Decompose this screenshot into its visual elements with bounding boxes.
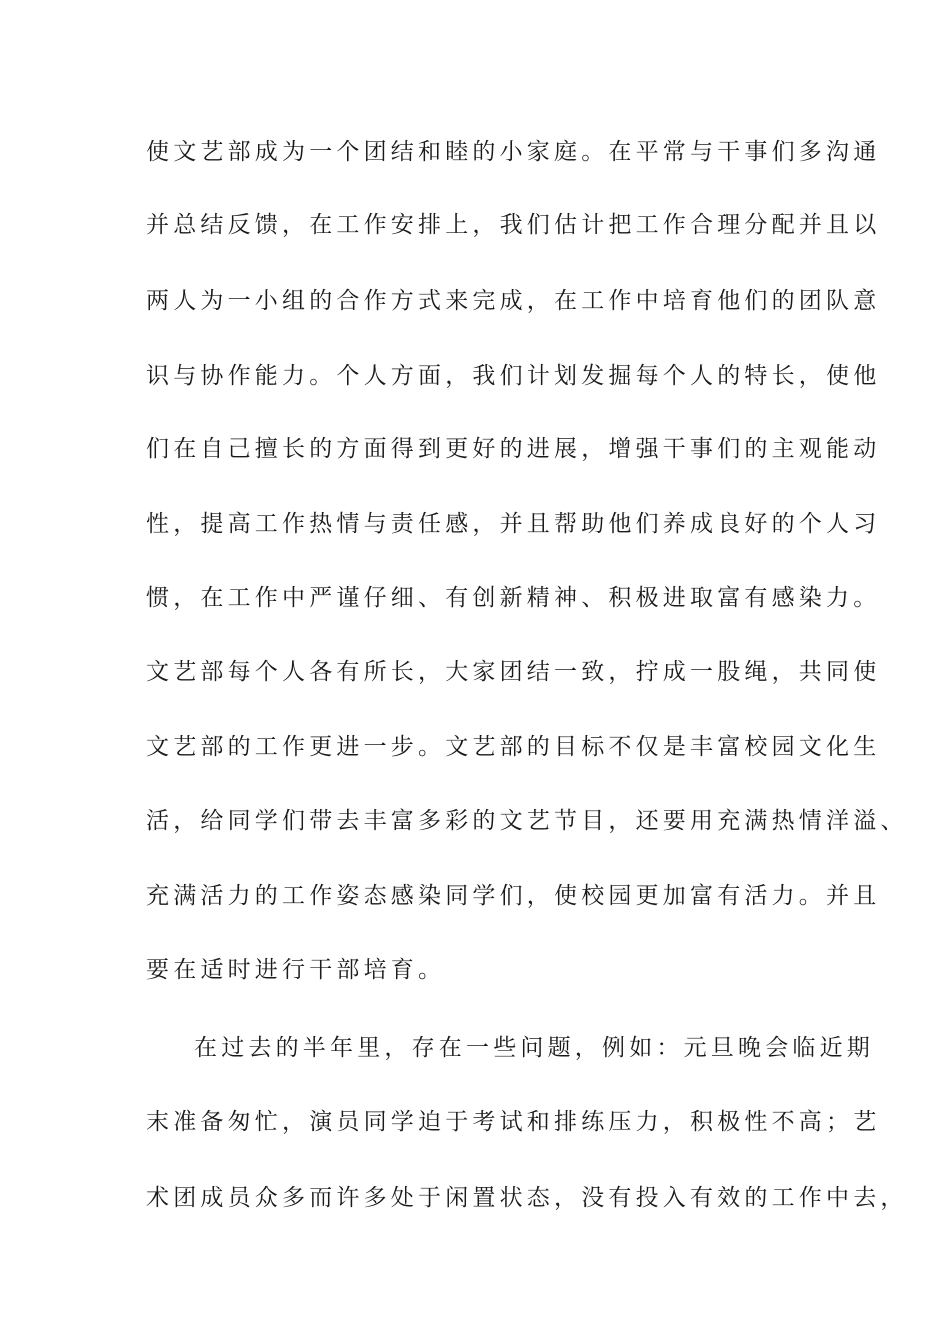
text-line: 使文艺部成为一个团结和睦的小家庭。在平常与干事们多沟通: [146, 139, 881, 165]
text-line: 惯，在工作中严谨仔细、有创新精神、积极进取富有感染力。: [146, 585, 881, 611]
text-line: 识与协作能力。个人方面，我们计划发掘每个人的特长，使他: [146, 363, 881, 389]
text-line: 活，给同学们带去丰富多彩的文艺节目，还要用充满热情洋溢、: [146, 808, 908, 834]
text-line: 文艺部的工作更进一步。文艺部的目标不仅是丰富校园文化生: [146, 734, 881, 760]
text-line: 性，提高工作热情与责任感，并且帮助他们养成良好的个人习: [146, 511, 881, 537]
text-line: 并总结反馈，在工作安排上，我们估计把工作合理分配并且以: [146, 212, 881, 238]
paragraph-first-line: 在过去的半年里，存在一些问题，例如：元旦晚会临近期: [194, 1035, 874, 1061]
text-line: 要在适时进行干部培育。: [146, 957, 446, 983]
text-line: 末准备匆忙，演员同学迫于考试和排练压力，积极性不高；艺: [146, 1109, 881, 1135]
text-line: 术团成员众多而许多处于闲置状态，没有投入有效的工作中去，: [146, 1185, 908, 1211]
text-line: 充满活力的工作姿态感染同学们，使校园更加富有活力。并且: [146, 883, 881, 909]
text-line: 两人为一小组的合作方式来完成，在工作中培育他们的团队意: [146, 288, 881, 314]
text-line: 们在自己擅长的方面得到更好的进展，增强干事们的主观能动: [146, 436, 881, 462]
text-line: 文艺部每个人各有所长，大家团结一致，拧成一股绳，共同使: [146, 659, 881, 685]
